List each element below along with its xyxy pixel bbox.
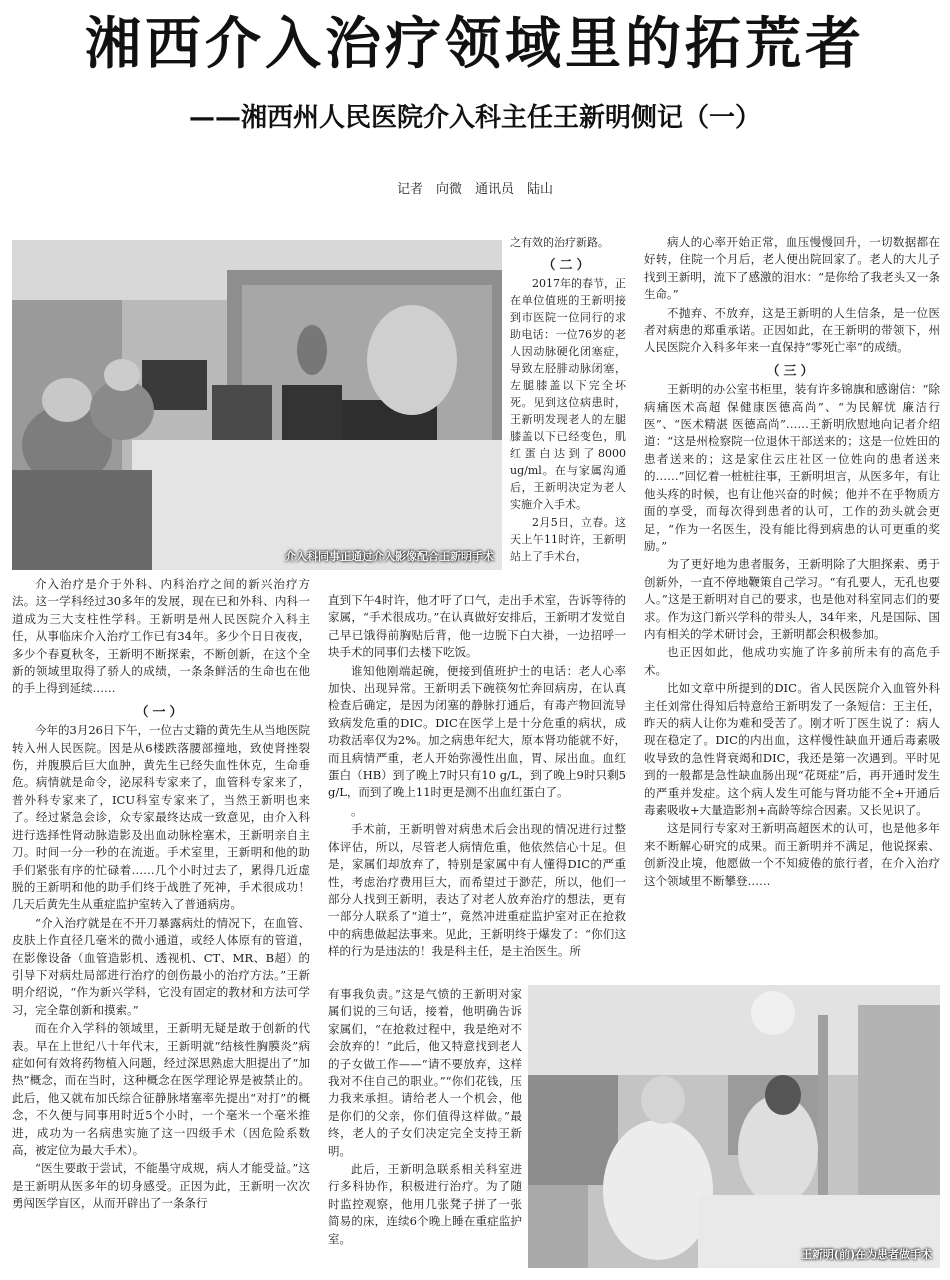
top-photo <box>12 240 502 570</box>
paragraph: 而在介入学科的领域里，王新明无疑是敢于创新的代表。早在上世纪八十年代末，王新明就“结核性胸膜炎”病症如何有效将药物植入问题，经过深思熟虑大胆提出了“加热”概念，而在当时，这种概念在医学理论界是被禁止的。此后，他又就布加氏综合征静脉堵塞率先提出“对打”的概念，不久便与同事用时近5个小时，一个毫米一个毫米推进，成功为一名病患实施了这一四级手术（因危险系数高，被定位为最大手术）。 <box>12 1021 310 1157</box>
column-2-top <box>510 234 626 589</box>
section-heading-2: （二） <box>542 258 594 273</box>
section-heading-1: （一） <box>135 704 187 720</box>
paragraph: 手术前，王新明曾对病患术后会出现的情况进行过整体评估，所以，尽管老人病情危重，他依然信心十足。但是，家属们却放弃了，特别是家属中有人懂得DIC的严重性，考虑治疗费用巨大，而希望过于渺茫，所以，他们一部分人找到王新明，表达了对老人放弃治疗的想法，更有一部分人联系了“道士”，竟然冲进重症监护室对正在抢救中的病患做起法事来。见此，王新明终于爆发了：“你们这样的行为是违法的！我是科主任，是主治医生。所 <box>328 822 626 959</box>
bottom-photo-caption: 王新明(前)在为患者做手术 <box>800 1248 932 1261</box>
paragraph: 2017年的春节，正在单位值班的王新明接到市医院一位同行的求助电话：一位76岁的老人因动脉硬化闭塞症，导致左胫腓动脉闭塞，左腿膝盖以下完全坏死。见到这位病患时，王新明发现老人的左腿膝盖以下已经变色，肌红蛋白达到了8000 ug/ml。在与家属沟通后，王新明决定为老人实施介入手术。 <box>510 277 626 511</box>
paragraph: 今年的3月26日下午，一位古丈籍的黄先生从当地医院转入州人民医院。因是从6楼跌落腰部撞地，致使肾挫裂伤，并腹膜后巨大血肿，黄先生已经失血性休克，生命垂危。病情就是命令，泌尿科专家来了，血管科专家来了，普外科专家来了，ICU科室专家来了，当然王新明也来了。经过紧急会诊，众专家最终达成一致意见，由介入科进行选择性肾动脉造影及出血动脉栓塞术，王新明亲自主刀。时间一分一秒的在流逝。手术室里，王新明和他的助手们紧张有序的忙碌着……几个小时过去了，累得几近虚脱的王新明和他的助手们终于战胜了死神，手术很成功！几天后黄先生从重症监护室转入了普通病房。 <box>12 723 310 912</box>
column-1 <box>12 576 310 1276</box>
paragraph: 这是同行专家对王新明高超医术的认可，也是他多年来不断解心研究的成果。而王新明并不满足，他说探索、创新没止境，他愿做一个不知疲倦的旅行者，在介入治疗这个领域里不断攀登…… <box>644 821 940 888</box>
paragraph: “介入治疗就是在不开刀暴露病灶的情况下，在血管、皮肤上作直径几毫米的微小通道，或经人体原有的管道，在影像设备（血管造影机、透视机、CT、MR、B超）的引导下对病灶局部进行治疗的创伤最小的治疗方法。”王新明介绍说，“作为新兴学科，它没有固定的教材和方法可学习，完全靠创新和摸索。” <box>12 915 310 1017</box>
column-2-bottom <box>328 986 522 1278</box>
paragraph: 为了更好地为患者服务，王新明除了大胆探索、勇于创新外，一直不停地鞭策自己学习。“有孔要人，无孔也要人。”这是王新明对自己的要求，也是他对科室同志们的要求。作为这门新兴学科的带头人，34年来，凡是国际、国内有相关的学术研讨会，王新明都会积极参加。 <box>644 557 940 641</box>
paragraph: 此后，王新明急联系相关科室进行多科协作，积极进行治疗。为了随时监控观察，他用几张凳子拼了一张简易的床，连续6个晚上睡在重症监护室。 <box>328 1162 522 1246</box>
continued-text: 之有效的治疗新路。 <box>510 236 609 249</box>
headline: 湘西介入治疗领域里的拓荒者 <box>85 12 865 77</box>
paragraph: 谁知他刚端起碗，便接到值班护士的电话：老人心率加快、出现异常。王新明丢下碗筷匆忙奔回病房，在认真检查后确定，是因为闭塞的静脉打通后，有毒产物回流导致病发危重的DIC。DIC在医学上是十分危重的病状，成功救活率仅为2%。加之病患年纪大，原本肾功能就不好，而且病情严重，老人开始弥漫性出血，胃、尿出血。血红蛋白（HB）到了晚上7时只有10 g/L，到了晚上9时只剩5 g/L，而到了晚上11时更是测不出血红蛋白了。 <box>328 663 626 800</box>
paragraph: 。 <box>351 803 363 818</box>
bottom-photo <box>528 985 940 1268</box>
intro-paragraph: 介入治疗是介于外科、内科治疗之间的新兴治疗方法。这一学科经过30多年的发展，现在已和外科、内科一道成为三大支柱性学科。王新明是州人民医院介入科主任，从事临床介入治疗工作已有34年。多少个日日夜夜，多少个春夏秋冬，王新明不断探索，不断创新，在这个全新的领域里取得了骄人的成绩，一条条鲜活的生命也在他的手上得到延续…… <box>12 577 310 696</box>
section-heading-3: （三） <box>766 363 818 379</box>
continued-text: 有事我负责。”这是气愤的王新明对家属们说的三句话，接着，他明确告诉家属们，“在抢救过程中，我是绝对不会放弃的！”此后，他又特意找到老人的子女做工作——“请不要放弃，这样我对不住自己的职业。”“你们花钱，压力我来承担。请给老人一个机会，他是你们的父亲，你们值得这样做。”最终，老人的子女们决定完全支持王新明。 <box>328 987 522 1158</box>
paragraph: “医生要敢于尝试，不能墨守成规，病人才能受益。”这是王新明从医多年的切身感受。正因为此，王新明一次次勇闯医学盲区，从而开辟出了一条条行 <box>12 1161 310 1211</box>
surgery-image <box>528 985 940 1268</box>
paragraph: 2月5日，立春。这天上午11时许，王新明站上了手术台， <box>510 516 626 563</box>
subheadline: ——湘西州人民医院介入科主任王新明侧记（一） <box>188 103 761 133</box>
byline: 记者 向微 通讯员 陆山 <box>396 182 553 197</box>
operating-room-control-image <box>12 240 502 570</box>
paragraph: 王新明的办公室书柜里，装有许多锦旗和感谢信：“除病痛医术高超 保健康医德高尚”、“为民解忧 廉洁行医”、“医术精湛 医德高尚”……王新明欣慰地向记者介绍道：“这是州检察院一位退休干部送来的；这是一位姓田的患者送来的；这是家住云庄社区一位姓向的患者送来的……”回忆着一桩桩往事，王新明坦言，从医多年，有让他头疼的时候，也有让他兴奋的时候；他并不在乎物质方面的享受，而每次得到患者的认可，工作的劲头就会更足，“作为一名医生，没有能比得到病患的认可更重的奖励。” <box>644 382 940 553</box>
continued-text: 直到下午4时许，他才吁了口气，走出手术室，告诉等待的家属，“手术很成功。”在认真做好安排后，王新明才发觉自己早已饿得前胸贴后背，他一边脱下白大褂，一边招呼一块手术的同事们去楼下吃饭。 <box>328 593 626 660</box>
paragraph: 也正因如此，他成功实施了许多前所未有的高危手术。 <box>644 645 940 677</box>
paragraph: 病人的心率开始正常，血压慢慢回升，一切数据都在好转，住院一个月后，老人便出院回家了。老人的大儿子找到王新明，流下了感激的泪水：“是你给了我老头又一条生命。” <box>644 235 940 302</box>
paragraph: 比如文章中所提到的DIC。省人民医院介入血管外科主任刘常仕得知后特意给王新明发了一条短信：王主任，昨天的病人让你为难和受苦了。刚才听丁医生说了：病人现在稳定了。DIC的内出血，这样慢性缺血开通后毒素吸收导致的急性肾衰竭和DIC，我还是第一次遇到。平时见到的一般都是急性缺血肠出现“花斑症”后，再开通时发生的严重并发症。这个病人发生可能与肾功能不全+开通后毒素吸收+大量造影剂+高龄等综合因素。又长见识了。 <box>644 681 940 817</box>
column-2-middle <box>328 592 626 982</box>
column-3 <box>644 234 940 934</box>
top-photo-caption: 介入科同事正通过介入影像配合王新明手术 <box>285 550 494 563</box>
paragraph: 不抛弃、不放弃，这是王新明的人生信条，是一位医者对病患的郑重承诺。正因如此，在王新明的带领下，州人民医院介入科多年来一直保持“零死亡率”的成绩。 <box>644 305 940 355</box>
